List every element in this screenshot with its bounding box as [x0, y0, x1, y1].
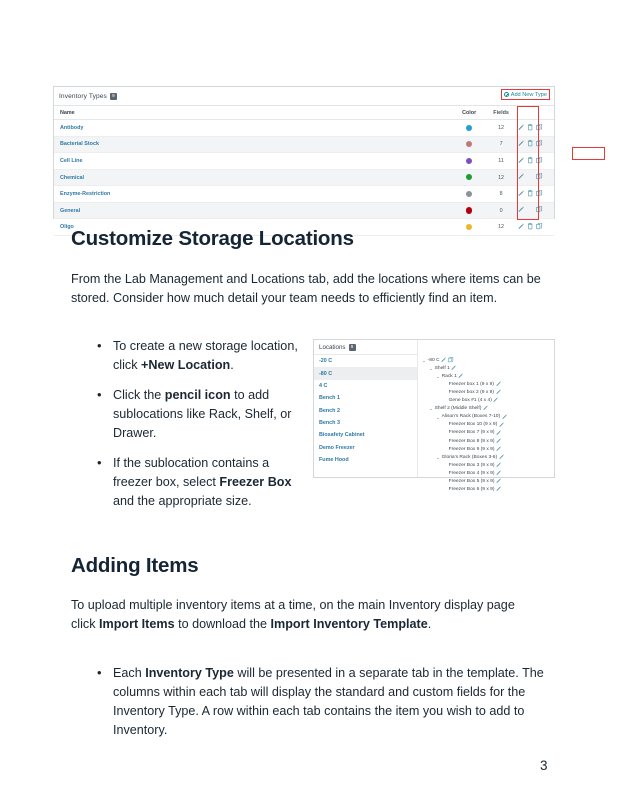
location-tree-label: Freezer box 2 (9 x 9): [448, 389, 494, 395]
location-list-item[interactable]: 4 C: [319, 382, 328, 389]
location-tree-row[interactable]: [422, 406, 554, 414]
pencil-icon[interactable]: [496, 430, 501, 435]
location-list-item[interactable]: -80 C: [314, 367, 417, 379]
pencil-icon[interactable]: [496, 462, 501, 467]
pencil-icon-button[interactable]: [518, 190, 524, 198]
chevron-down-icon[interactable]: ⌄: [435, 454, 440, 460]
table-row: [54, 136, 554, 153]
pencil-icon[interactable]: [518, 157, 524, 163]
chevron-down-icon[interactable]: ⌄: [435, 374, 440, 380]
location-tree-label: Rack 1: [441, 373, 457, 379]
emphasis-text: +New Location: [141, 358, 231, 372]
page-number: 3: [540, 758, 548, 773]
table-row: [54, 153, 554, 170]
pencil-icon[interactable]: [518, 140, 524, 146]
emphasis-text: Import Inventory Template: [270, 617, 428, 631]
inventory-type-name-link[interactable]: [54, 153, 452, 170]
copy-icon-button[interactable]: [536, 140, 542, 148]
location-tree-label: Freezer Box 5 (9 x 9): [448, 479, 495, 484]
table-header-row: [54, 106, 554, 120]
pencil-icon[interactable]: [499, 454, 504, 459]
table-row: [54, 169, 554, 186]
location-tree-row[interactable]: [422, 446, 554, 454]
pencil-icon-button[interactable]: [483, 405, 488, 413]
table-row: [54, 120, 554, 137]
location-list-item[interactable]: -20 C: [319, 358, 333, 365]
pencil-icon[interactable]: [518, 206, 524, 212]
location-tree-label: Gene box #1 (4 x 4): [448, 398, 492, 404]
pencil-icon[interactable]: [518, 190, 524, 196]
pencil-icon[interactable]: [518, 223, 524, 229]
body-text: to add sublocations like Rack, Shelf, or Drawer.: [113, 388, 292, 440]
location-tree-row[interactable]: [422, 430, 554, 438]
inventory-type-actions-cell: [516, 186, 554, 203]
inventory-type-color-cell: [452, 153, 486, 170]
location-tree-label: Freezer box 1 (9 x 9): [448, 381, 494, 387]
location-list-item[interactable]: Demo Freezer: [319, 444, 355, 451]
pencil-icon-button[interactable]: [493, 397, 498, 405]
pencil-icon-button[interactable]: [451, 365, 456, 373]
inventory-type-color-cell: [452, 169, 486, 186]
list-item: [95, 664, 545, 740]
pencil-icon[interactable]: [483, 405, 488, 410]
trash-icon-button[interactable]: [527, 124, 533, 132]
color-swatch-icon: [466, 158, 472, 164]
pencil-icon-button[interactable]: [496, 462, 501, 470]
action-icon-group: [518, 157, 554, 165]
inventory-type-name-label: Cell Line: [60, 157, 83, 164]
inventory-type-fields-count: 8: [486, 186, 516, 203]
emphasis-text: Inventory Type: [145, 666, 234, 680]
body-text: Each: [113, 666, 146, 680]
inventory-type-fields-count: 12: [486, 120, 516, 137]
pencil-icon-button[interactable]: [499, 422, 504, 430]
pencil-icon[interactable]: [496, 470, 501, 475]
paragraph-adding-items: [71, 596, 531, 634]
inventory-type-actions-cell: [516, 169, 554, 186]
bullet-list-storage: [95, 337, 305, 522]
pencil-icon[interactable]: [496, 438, 501, 443]
panel-title: Inventory Types: [59, 92, 107, 100]
location-list-item[interactable]: Bench 3: [319, 420, 340, 427]
action-icon-group: [518, 173, 554, 181]
body-text: .: [427, 617, 432, 631]
body-text: To upload multiple inventory items at a time, on the main Inventory display page click: [71, 598, 515, 631]
body-text: to download the: [174, 617, 271, 631]
panel-title: Locations: [319, 343, 346, 351]
copy-icon-button[interactable]: [536, 206, 542, 214]
pencil-icon[interactable]: [518, 173, 524, 179]
pencil-icon-button[interactable]: [496, 438, 501, 446]
inventory-type-name-label: Oligo: [60, 224, 74, 231]
action-icon-group: [518, 206, 554, 214]
pencil-icon[interactable]: [451, 365, 456, 370]
location-tree-label: Shelf 1: [434, 365, 450, 371]
copy-icon-button[interactable]: [536, 223, 542, 231]
locations-titlebar: [314, 340, 417, 355]
copy-icon-button[interactable]: [448, 357, 453, 365]
body-text: Click the: [113, 388, 165, 402]
inventory-type-color-cell: [452, 120, 486, 137]
pencil-icon-button[interactable]: [518, 206, 524, 214]
location-tree-label: Freezer Box 4 (9 x 9): [448, 470, 495, 476]
pencil-icon[interactable]: [493, 397, 498, 402]
location-tree-label: Shelf 2 (Middle Shelf): [434, 406, 482, 412]
location-tree-row[interactable]: [422, 487, 554, 495]
pencil-icon-button[interactable]: [458, 373, 463, 381]
location-tree-row[interactable]: [422, 470, 554, 478]
location-tree-label: Freezer Box 6 (9 x 9): [448, 487, 495, 493]
pencil-icon[interactable]: [496, 381, 501, 386]
pencil-icon[interactable]: [502, 414, 507, 419]
copy-icon[interactable]: [448, 357, 453, 362]
pencil-icon-button[interactable]: [496, 381, 501, 389]
color-swatch-icon: [466, 174, 472, 180]
paragraph-customize-storage-locations: From the Lab Management and Locations tab, add the locations where items can be stored. Consider how much detail your team needs to efficiently find an item.: [71, 272, 541, 305]
pencil-icon-button[interactable]: [441, 357, 446, 365]
inventory-type-actions-cell: [516, 136, 554, 153]
location-tree-row[interactable]: [422, 438, 554, 446]
inventory-type-name-label: Bacterial Stock: [60, 141, 99, 148]
chevron-down-icon[interactable]: ⌄: [421, 357, 426, 363]
body-text: To create a new storage location, click: [113, 339, 298, 372]
location-tree-row[interactable]: [422, 478, 554, 486]
table-row: [54, 186, 554, 203]
trash-icon[interactable]: [527, 223, 533, 229]
body-text: If the sublocation contains a freezer box, select: [113, 456, 270, 489]
pencil-icon[interactable]: [496, 389, 501, 394]
pencil-icon-button[interactable]: [518, 223, 524, 231]
pencil-icon-button[interactable]: [518, 173, 524, 181]
location-list-item[interactable]: Bench 2: [319, 407, 340, 414]
highlight-box-row-actions: [572, 147, 605, 160]
location-tree-row[interactable]: [422, 454, 554, 462]
inventory-type-name-link[interactable]: [54, 120, 452, 137]
action-icon-group: [518, 124, 554, 132]
inventory-type-fields-count: 7: [486, 136, 516, 153]
action-icon-group: [518, 190, 554, 198]
location-tree-label: Freezer Box 3 (9 x 9): [448, 462, 495, 468]
pencil-icon-button[interactable]: [499, 454, 504, 462]
chevron-down-icon[interactable]: ⌄: [428, 365, 433, 371]
trash-icon[interactable]: [527, 140, 533, 146]
inventory-type-fields-count: 0: [486, 202, 516, 219]
copy-icon[interactable]: [536, 206, 542, 212]
location-tree-row[interactable]: [422, 373, 554, 381]
trash-icon[interactable]: [527, 190, 533, 196]
inventory-type-fields-count: 11: [486, 153, 516, 170]
page-title-adding-items: Adding Items: [71, 554, 199, 577]
inventory-type-fields-count: 12: [486, 169, 516, 186]
copy-icon-button[interactable]: [536, 124, 542, 132]
pencil-icon-button[interactable]: [496, 446, 501, 454]
inventory-type-name-link[interactable]: [54, 186, 452, 203]
locations-list-pane: [314, 340, 418, 477]
location-tree-row[interactable]: [422, 462, 554, 470]
body-text: will be presented in a separate tab in the template. The columns within each tab will display the standard and custom fields for the Inventory Type. A row within each tab contains the item you wish to add to Inventory.: [113, 666, 544, 737]
status-badge: 9: [349, 344, 356, 351]
location-tree-label: Alison's Rack (Boxes 7-10): [441, 414, 501, 420]
inventory-type-actions-cell: [516, 120, 554, 137]
location-list-item[interactable]: Fume Hood: [319, 457, 349, 464]
location-list-item[interactable]: Biosafety Cabinet: [319, 432, 365, 439]
inventory-type-color-cell: [452, 202, 486, 219]
color-swatch-icon: [466, 125, 472, 131]
pencil-icon-button[interactable]: [496, 478, 501, 486]
action-icon-group: [518, 223, 554, 231]
pencil-icon[interactable]: [518, 124, 524, 130]
chevron-down-icon[interactable]: ⌄: [428, 406, 433, 412]
copy-icon[interactable]: [536, 124, 542, 130]
inventory-type-actions-cell: [516, 202, 554, 219]
column-header-name[interactable]: Name: [54, 106, 452, 120]
pencil-icon-button[interactable]: [518, 140, 524, 148]
add-new-type-button[interactable]: [501, 89, 550, 100]
locations-tree-pane: [418, 340, 554, 493]
emphasis-text: pencil icon: [164, 388, 231, 402]
copy-icon[interactable]: [536, 173, 542, 179]
chevron-down-icon[interactable]: ⌄: [435, 414, 440, 420]
list-item: [95, 337, 305, 375]
emphasis-text: Freezer Box: [219, 475, 292, 489]
locations-screenshot: [313, 339, 555, 493]
copy-icon-button[interactable]: [536, 190, 542, 198]
trash-icon-button[interactable]: [527, 223, 533, 231]
location-tree-row[interactable]: [422, 397, 554, 405]
pencil-icon-button[interactable]: [496, 430, 501, 438]
inventory-type-actions-cell: [516, 153, 554, 170]
copy-icon[interactable]: [536, 223, 542, 229]
column-header-actions: [516, 106, 554, 120]
inventory-type-name-label: Antibody: [60, 124, 84, 131]
column-header-fields[interactable]: Fields: [486, 106, 516, 120]
add-new-type-label: Add New Type: [510, 91, 547, 98]
inventory-type-color-cell: [452, 136, 486, 153]
list-item: [95, 386, 305, 443]
trash-icon-button[interactable]: [527, 190, 533, 198]
location-tree-row[interactable]: [422, 422, 554, 430]
bullet-list-adding-items: [95, 664, 545, 751]
location-tree-label: Freezer Box 10 (9 x 9): [448, 422, 498, 428]
pencil-icon-button[interactable]: [496, 470, 501, 478]
emphasis-text: Import Items: [99, 617, 175, 631]
trash-icon-button[interactable]: [527, 140, 533, 148]
pencil-icon[interactable]: [496, 478, 501, 483]
location-tree-label: Freezer Box 7 (9 x 9): [448, 430, 495, 436]
action-icon-group: [518, 140, 554, 148]
inventory-type-name-link[interactable]: [54, 136, 452, 153]
pencil-icon[interactable]: [499, 422, 504, 427]
location-tree-label: -80 C: [427, 357, 440, 363]
color-swatch-icon: [466, 191, 472, 197]
pencil-icon[interactable]: [496, 486, 501, 491]
body-text: .: [230, 358, 234, 372]
trash-icon[interactable]: [527, 124, 533, 130]
inventory-type-actions-cell: [516, 219, 554, 236]
pencil-icon[interactable]: [441, 357, 446, 362]
copy-icon[interactable]: [536, 140, 542, 146]
location-list-item[interactable]: Bench 1: [319, 395, 340, 402]
inventory-type-fields-count: 12: [486, 219, 516, 236]
copy-icon[interactable]: [536, 190, 542, 196]
inventory-type-color-cell: [452, 219, 486, 236]
location-tree-label: Freezer Box 8 (9 x 9): [448, 438, 495, 444]
pencil-icon-button[interactable]: [518, 124, 524, 132]
inventory-types-table: [54, 106, 554, 236]
body-text: and the appropriate size.: [113, 494, 252, 508]
inventory-type-name-label: General: [60, 207, 81, 214]
pencil-icon[interactable]: [496, 446, 501, 451]
trash-icon-button[interactable]: [527, 157, 533, 165]
location-tree-row[interactable]: [422, 389, 554, 397]
trash-icon[interactable]: [527, 157, 533, 163]
location-tree-label: Gloria's Rack (Boxes 3-6): [441, 454, 498, 460]
copy-icon[interactable]: [536, 157, 542, 163]
color-swatch-icon: [466, 207, 472, 213]
copy-icon-button[interactable]: [536, 157, 542, 165]
inventory-types-screenshot: [53, 86, 555, 231]
location-tree-row[interactable]: [422, 414, 554, 422]
inventory-type-name-label: Chemical: [60, 174, 84, 181]
page-title-customize-storage-locations: Customize Storage Locations: [71, 227, 354, 250]
table-row: [54, 202, 554, 219]
inventory-type-color-cell: [452, 186, 486, 203]
location-tree-row[interactable]: [422, 365, 554, 373]
copy-icon-button[interactable]: [536, 173, 542, 181]
inventory-type-name-link[interactable]: [54, 202, 452, 219]
pencil-icon-button[interactable]: [496, 389, 501, 397]
pencil-icon-button[interactable]: [518, 157, 524, 165]
inventory-type-name-link[interactable]: [54, 169, 452, 186]
status-badge: 9: [110, 93, 117, 100]
pencil-icon-button[interactable]: [496, 486, 501, 494]
location-tree-row[interactable]: [422, 381, 554, 389]
list-item: [95, 454, 305, 511]
location-tree-row[interactable]: [422, 357, 554, 365]
location-tree-label: Freezer Box 9 (9 x 9): [448, 446, 495, 452]
pencil-icon[interactable]: [458, 373, 463, 378]
inventory-types-titlebar: [54, 87, 554, 106]
inventory-type-name-label: Enzyme-Restriction: [60, 191, 111, 198]
color-swatch-icon: [466, 224, 472, 230]
plus-circle-icon: [504, 92, 509, 97]
pencil-icon-button[interactable]: [502, 414, 507, 422]
color-swatch-icon: [466, 141, 472, 147]
column-header-color[interactable]: Color: [452, 106, 486, 120]
